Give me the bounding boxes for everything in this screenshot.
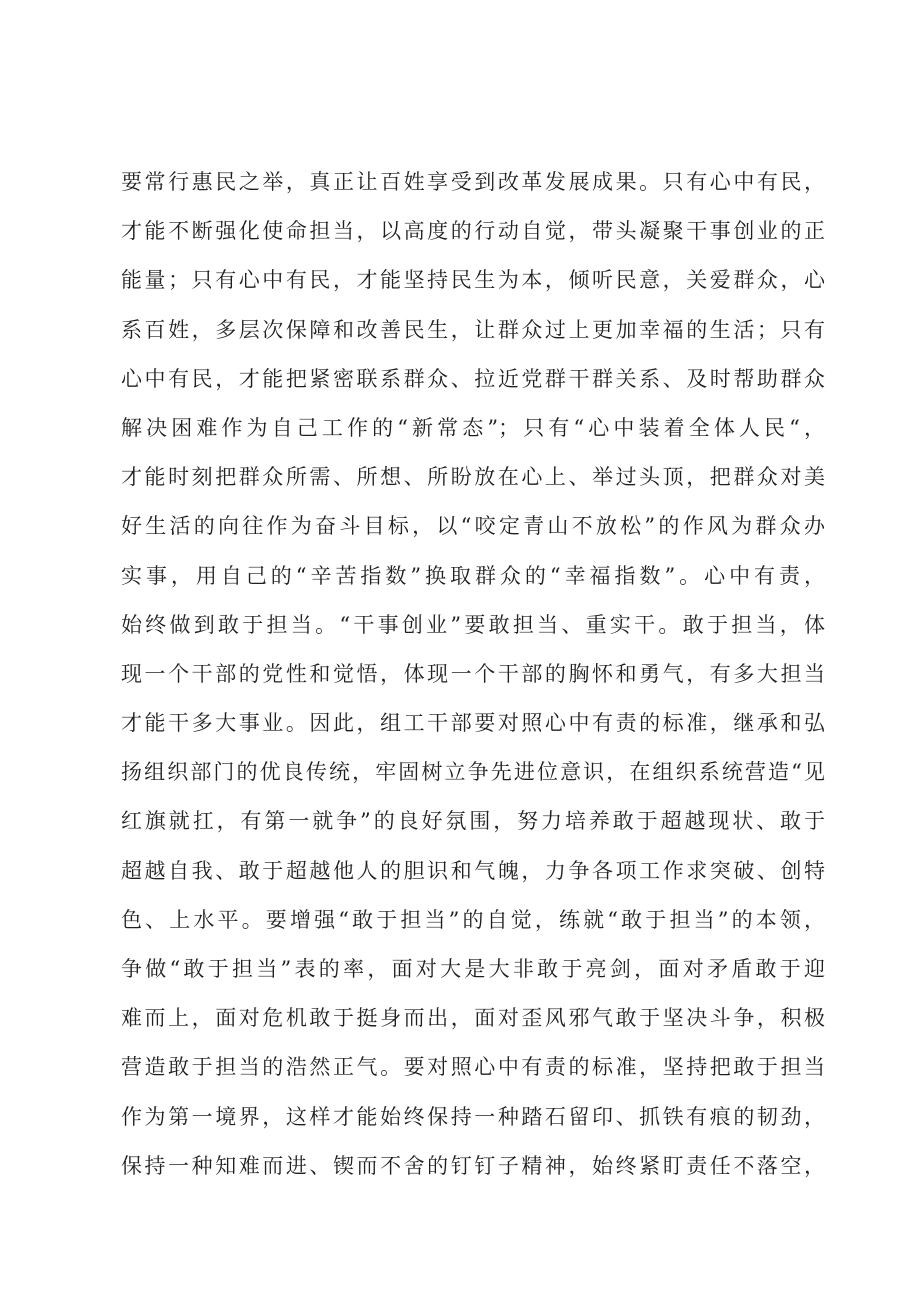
text-line: 实事，用自己的“辛苦指数”换取群众的“幸福指数”。心中有责， [121, 563, 825, 588]
text-line: 扬组织部门的优良传统，牢固树立争先进位意识，在组织系统营造“见 [121, 760, 825, 785]
text-line: 争做“敢于担当”表的率，面对大是大非敢于亮剑，面对矛盾敢于迎 [121, 957, 825, 981]
body-paragraph [121, 158, 825, 1191]
text-line: 心中有民，才能把紧密联系群众、拉近党群干群关系、及时帮助群众 [121, 366, 825, 391]
text-line: 难而上，面对危机敢于挺身而出，面对歪风邪气敢于坚决斗争，积极 [121, 1006, 825, 1031]
text-line: 才能时刻把群众所需、所想、所盼放在心上、举过头顶，把群众对美 [121, 465, 825, 490]
text-line: 营造敢于担当的浩然正气。要对照心中有责的标准，坚持把敢于担当 [121, 1055, 825, 1080]
text-line: 才能干多大事业。因此，组工干部要对照心中有责的标准，继承和弘 [121, 711, 825, 736]
text-line: 能量；只有心中有民，才能坚持民生为本，倾听民意，关爱群众，心 [121, 268, 825, 293]
text-line: 红旗就扛，有第一就争”的良好氛围，努力培养敢于超越现状、敢于 [121, 809, 825, 834]
text-line: 始终做到敢于担当。“干事创业”要敢担当、重实干。敢于担当，体 [121, 612, 825, 637]
text-line: 作为第一境界，这样才能始终保持一种踏石留印、抓铁有痕的韧劲， [121, 1104, 825, 1129]
text-line: 超越自我、敢于超越他人的胆识和气魄，力争各项工作求突破、创特 [121, 858, 825, 883]
text-line: 好生活的向往作为奋斗目标，以“咬定青山不放松”的作风为群众办 [121, 514, 825, 539]
text-line: 现一个干部的党性和觉悟，体现一个干部的胸怀和勇气，有多大担当 [121, 661, 825, 686]
text-line: 色、上水平。要增强“敢于担当”的自觉，练就“敢于担当”的本领， [121, 907, 825, 932]
text-line: 保持一种知难而进、锲而不舍的钉钉子精神，始终紧盯责任不落空， [121, 1153, 825, 1178]
text-line: 才能不断强化使命担当，以高度的行动自觉，带头凝聚干事创业的正 [121, 219, 825, 244]
text-line: 解决困难作为自己工作的“新常态”；只有“心中装着全体人民“， [121, 415, 825, 440]
text-line: 系百姓，多层次保障和改善民生，让群众过上更加幸福的生活；只有 [121, 317, 825, 342]
text-line: 要常行惠民之举，真正让百姓享受到改革发展成果。只有心中有民， [121, 170, 825, 194]
